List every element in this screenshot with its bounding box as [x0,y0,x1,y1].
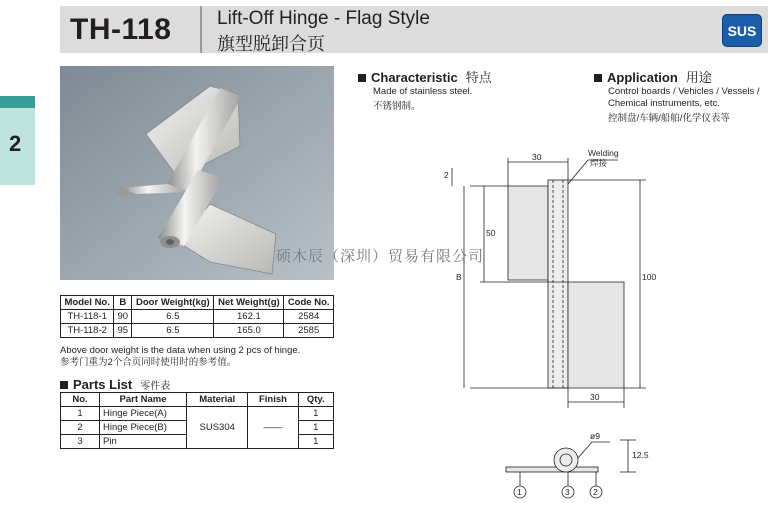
door-weight-note-en: Above door weight is the data when using 2 pcs of hinge. [60,345,301,356]
table-cell: Pin [100,435,187,449]
table-cell: TH-118-1 [61,310,114,324]
header-cell: Part Name [100,393,187,407]
table-cell: 6.5 [132,310,214,324]
table-cell: 6.5 [132,324,214,338]
dim-b: B [456,272,462,282]
dim-height: 12.5 [632,450,649,460]
header-cell: Model No. [61,296,114,310]
table-cell: 1 [298,407,334,421]
section-tab-accent [0,96,35,108]
welding-label-zh: 焊接 [590,158,608,168]
header-cell: Code No. [284,296,334,310]
table-cell: 2584 [284,310,334,324]
header-cell: Qty. [298,393,334,407]
application-text-zh: 控制盘/车辆/船舶/化学仪表等 [608,113,730,124]
table-cell: Hinge Piece(B) [100,421,187,435]
model-code: TH-118 [70,13,172,46]
header-cell: Net Weight(g) [214,296,284,310]
table-cell: 1 [298,435,334,449]
welding-label-en: Welding [588,148,619,158]
header-cell: Finish [248,393,298,407]
table-cell: 3 [61,435,100,449]
table-cell: 2585 [284,324,334,338]
parts-table [60,392,334,449]
title-english: Lift-Off Hinge - Flag Style [217,8,430,29]
finish-cell: —— [248,407,298,449]
callout-2: 2 [593,487,598,497]
table-cell: 165.0 [214,324,284,338]
technical-drawing [440,140,784,513]
table-cell: TH-118-2 [61,324,114,338]
table-cell: 90 [114,310,132,324]
callout-1: 1 [517,487,522,497]
table-header-row [61,296,334,310]
characteristic-text-en: Made of stainless steel. [373,86,473,97]
table-row [61,324,334,338]
dim-gap: 2 [444,170,449,180]
title-chinese: 旗型脱卸合页 [217,34,325,54]
dim-top-width: 30 [532,152,542,162]
table-row [61,407,334,421]
characteristic-text-zh: 不锈钢制。 [373,101,421,112]
characteristic-heading: Characteristic 特点 [358,67,492,86]
table-cell: 95 [114,324,132,338]
table-cell: 162.1 [214,310,284,324]
table-row [61,310,334,324]
application-text-line1: Control boards / Vehicles / Vessels / [608,86,760,97]
application-text-line2: Chemical instruments, etc. [608,98,720,109]
table-cell: 1 [61,407,100,421]
parts-list-heading: Parts List 零件表 [60,377,170,392]
table-header-row [61,393,334,407]
header-cell: B [114,296,132,310]
bullet-icon [60,381,68,389]
watermark: 硕木辰（深圳）贸易有限公司 [276,248,485,265]
header-cell: Door Weight(kg) [132,296,214,310]
header-cell: Material [187,393,248,407]
sus-badge: SUS [722,14,762,47]
application-heading: Application 用途 [594,67,712,86]
dim-100: 100 [642,272,657,282]
dim-bottom-width: 30 [590,392,600,402]
header-cell: No. [61,393,100,407]
dim-50: 50 [486,228,496,238]
bullet-icon [358,74,366,82]
section-number: 2 [9,131,22,156]
bullet-icon [594,74,602,82]
material-cell: SUS304 [187,407,248,449]
table-cell: Hinge Piece(A) [100,407,187,421]
door-weight-note-zh: 参考门重为2个合页同时使用时的参考值。 [60,357,237,368]
dim-diameter: ø9 [590,431,600,441]
table-cell: 1 [298,421,334,435]
callout-3: 3 [565,487,570,497]
model-table [60,295,334,338]
table-cell: 2 [61,421,100,435]
